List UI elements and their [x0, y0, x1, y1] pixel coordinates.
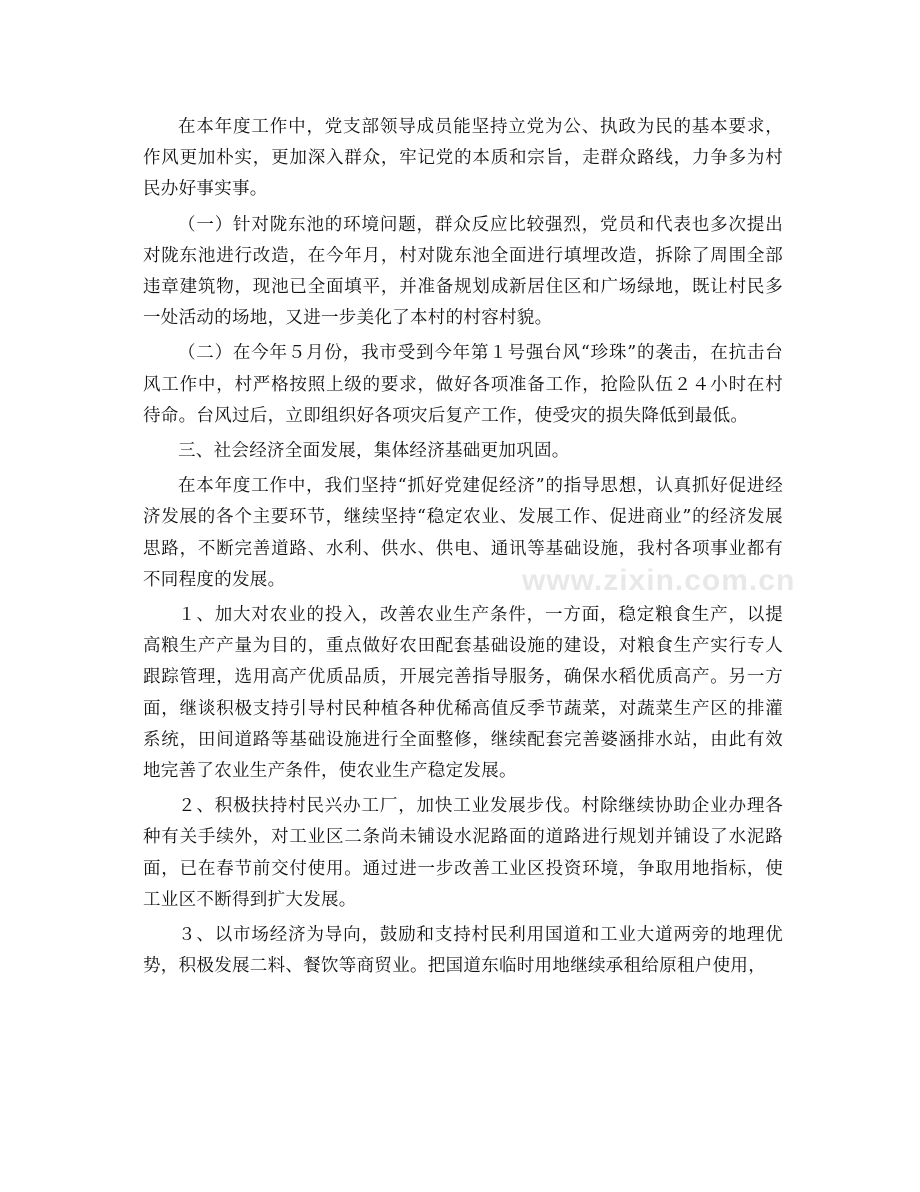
paragraph-industry: ２、积极扶持村民兴办工厂，加快工业发展步伐。村除继续协助企业办理各种有关手续外，对工业区二条尚未铺设水泥路面的道路进行规划并铺设了水泥路面，已在春节前交付使用。通过进一步改善工业区投资环境，争取用地指标，使工业区不断得到扩大发展。 [143, 796, 783, 910]
paragraph-agriculture: １、加大对农业的投入，改善农业生产条件，一方面，稳定粮食生产，以提高粮生产产量为目的，重点做好农田配套基础设施的建设，对粮食生产实行专人跟踪管理，选用高产优质品质，开展完善指导服务，确保水稻优质高产。另一方面，继谈积极支持引导村民种植各种优稀高值反季节蔬菜，对蔬菜生产区的排灌系统，田间道路等基础设施进行全面整修，继续配套完善婆涵排水站，由此有效地完善了农业生产条件，使农业生产稳定发展。 [143, 605, 783, 782]
paragraph-pond-renovation: （一）针对陇东池的环境问题，群众反应比较强烈，党员和代表也多次提出对陇东池进行改造，在今年月，村对陇东池全面进行填埋改造，拆除了周围全部违章建筑物，现池已全面填平，并准备规划成新居住区和广场绿地，既让村民多一处活动的场地，又进一步美化了本村的村容村貌。 [143, 214, 783, 329]
section-heading-economy: 三、社会经济全面发展，集体经济基础更加巩固。 [178, 441, 570, 462]
paragraph-economic-strategy: 在本年度工作中，我们坚持“抓好党建促经济”的指导思想，认真抓好促进经济发展的各个主要环节，继续坚持“稳定农业、发展工作、促进商业”的经济发展思路，不断完善道路、水利、供水、供电、通讯等基础设施，我村各项事业都有不同程度的发展。 [143, 476, 783, 590]
paragraph-typhoon-response: （二）在今年５月份，我市受到今年第１号强台风“珍珠”的袭击，在抗击台风工作中，村严格按照上级的要求，做好各项准备工作，抢险队伍２４小时在村待命。台风过后，立即组织好各项灾后复产工作，使受灾的损失降低到最低。 [143, 343, 783, 426]
paragraph-commerce: ３、以市场经济为导向，鼓励和支持村民利用国道和工业大道两旁的地理优势，积极发展二料、餐饮等商贸业。把国道东临时用地继续承租给原租户使用， [143, 925, 783, 977]
document-body [143, 112, 783, 986]
watermark: www.zixin.com.cn [522, 564, 796, 597]
paragraph-party-branch: 在本年度工作中，党支部领导成员能坚持立党为公、执政为民的基本要求，作风更加朴实，更加深入群众，牢记党的本质和宗旨，走群众路线，力争多为村民办好事实事。 [143, 117, 783, 200]
